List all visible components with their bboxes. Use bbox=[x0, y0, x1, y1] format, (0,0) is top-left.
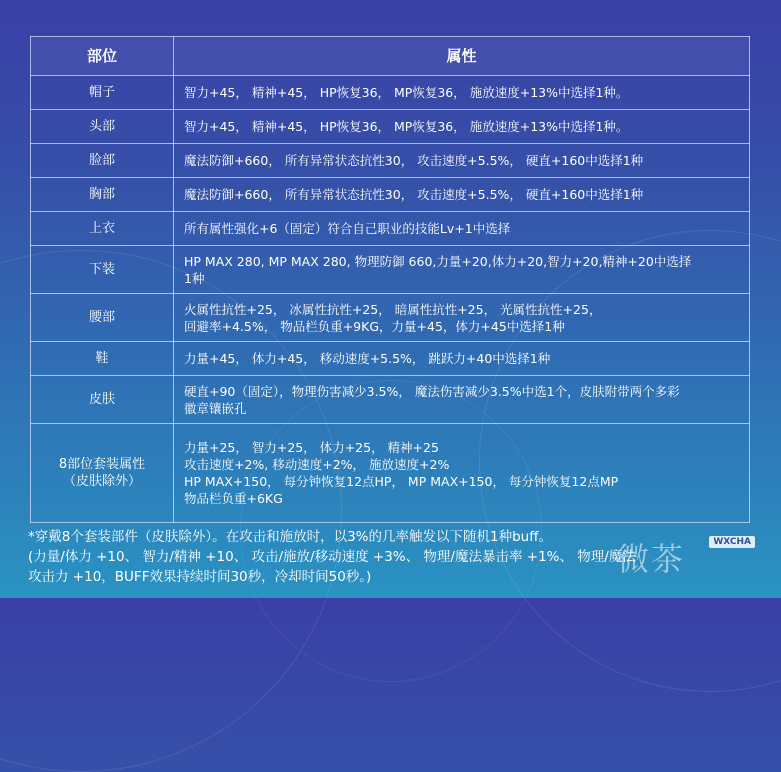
attribute-line: 火属性抗性+25， 冰属性抗性+25， 暗属性抗性+25， 光属性抗性+25， bbox=[184, 301, 602, 317]
attribute-cell bbox=[174, 342, 750, 376]
attribute-cell bbox=[174, 246, 750, 294]
part-line: 8部位套装属性 bbox=[58, 457, 146, 472]
table-header-row bbox=[31, 37, 750, 76]
table-row bbox=[31, 246, 750, 294]
attribute-cell bbox=[174, 424, 750, 523]
footnote bbox=[28, 527, 768, 587]
attribute-line: 徽章镶嵌孔 bbox=[184, 400, 247, 416]
part-cell bbox=[31, 424, 174, 523]
footnote-line: 攻击力 +10，BUFF效果持续时间30秒，冷却时间50秒。) bbox=[28, 569, 372, 585]
attribute-line: 所有属性强化+6（固定）符合自己职业的技能Lv+1中选择 bbox=[184, 221, 511, 236]
table-row bbox=[31, 376, 750, 424]
part-cell: 胸部 bbox=[31, 178, 174, 212]
attribute-line: 物品栏负重+6KG bbox=[184, 491, 283, 506]
watermark-text: 微茶 bbox=[617, 540, 686, 578]
table-row bbox=[31, 110, 750, 144]
table-row bbox=[31, 212, 750, 246]
footnote-line: (力量/体力 +10、 智力/精神 +10、 攻击/施放/移动速度 +3%、 物理/魔法暴击率 +1%、 物理/魔法 bbox=[28, 549, 636, 565]
table-row bbox=[31, 76, 750, 110]
set-attributes-table bbox=[30, 36, 750, 523]
watermark-badge: WXCHA bbox=[709, 536, 755, 548]
attribute-line: 硬直+90（固定），物理伤害减少3.5%， 魔法伤害减少3.5%中选1个，皮肤附带两个多彩 bbox=[184, 383, 680, 399]
part-cell: 腰部 bbox=[31, 294, 174, 342]
attribute-cell bbox=[174, 110, 750, 144]
attribute-cell bbox=[174, 294, 750, 342]
part-line: （皮肤除外） bbox=[62, 474, 141, 489]
attribute-line: 回避率+4.5%， 物品栏负重+9KG，力量+45，体力+45中选择1种 bbox=[184, 318, 565, 334]
attribute-cell bbox=[174, 376, 750, 424]
attribute-line: 魔法防御+660， 所有异常状态抗性30， 攻击速度+5.5%， 硬直+160中选择1种 bbox=[184, 153, 644, 168]
attribute-line: 魔法防御+660， 所有异常状态抗性30， 攻击速度+5.5%， 硬直+160中选择1种 bbox=[184, 187, 644, 202]
attribute-line: HP MAX+150， 每分钟恢复12点HP， MP MAX+150， 每分钟恢复12点MP bbox=[184, 474, 619, 489]
attribute-line: 智力+45， 精神+45， HP恢复36， MP恢复36， 施放速度+13%中选择1种。 bbox=[184, 119, 629, 134]
table-row bbox=[31, 144, 750, 178]
part-cell: 鞋 bbox=[31, 342, 174, 376]
part-cell: 帽子 bbox=[31, 76, 174, 110]
part-cell: 上衣 bbox=[31, 212, 174, 246]
attribute-line: 智力+45， 精神+45， HP恢复36， MP恢复36， 施放速度+13%中选择1种。 bbox=[184, 85, 629, 100]
attribute-line: HP MAX 280, MP MAX 280, 物理防御 660,力量+20,体力+20,智力+20,精神+20中选择 bbox=[184, 253, 692, 269]
attribute-line: 力量+25， 智力+25， 体力+25， 精神+25 bbox=[184, 440, 439, 455]
attribute-line: 力量+45， 体力+45， 移动速度+5.5%， 跳跃力+40中选择1种 bbox=[184, 351, 551, 366]
part-cell: 下装 bbox=[31, 246, 174, 294]
part-cell: 脸部 bbox=[31, 144, 174, 178]
part-cell: 皮肤 bbox=[31, 376, 174, 424]
table-row bbox=[31, 294, 750, 342]
attribute-cell bbox=[174, 144, 750, 178]
header-part: 部位 bbox=[31, 37, 174, 76]
part-cell: 头部 bbox=[31, 110, 174, 144]
attribute-line: 1种 bbox=[184, 270, 205, 286]
attribute-cell bbox=[174, 178, 750, 212]
footnote-line: *穿戴8个套装部件（皮肤除外）。在攻击和施放时，以3%的几率触发以下随机1种buff。 bbox=[28, 529, 553, 545]
attribute-cell bbox=[174, 212, 750, 246]
attribute-line: 攻击速度+2%, 移动速度+2%， 施放速度+2% bbox=[184, 457, 450, 472]
table-row bbox=[31, 424, 750, 523]
table-row bbox=[31, 178, 750, 212]
attribute-cell bbox=[174, 76, 750, 110]
header-attribute: 属性 bbox=[174, 37, 750, 76]
table-row bbox=[31, 342, 750, 376]
